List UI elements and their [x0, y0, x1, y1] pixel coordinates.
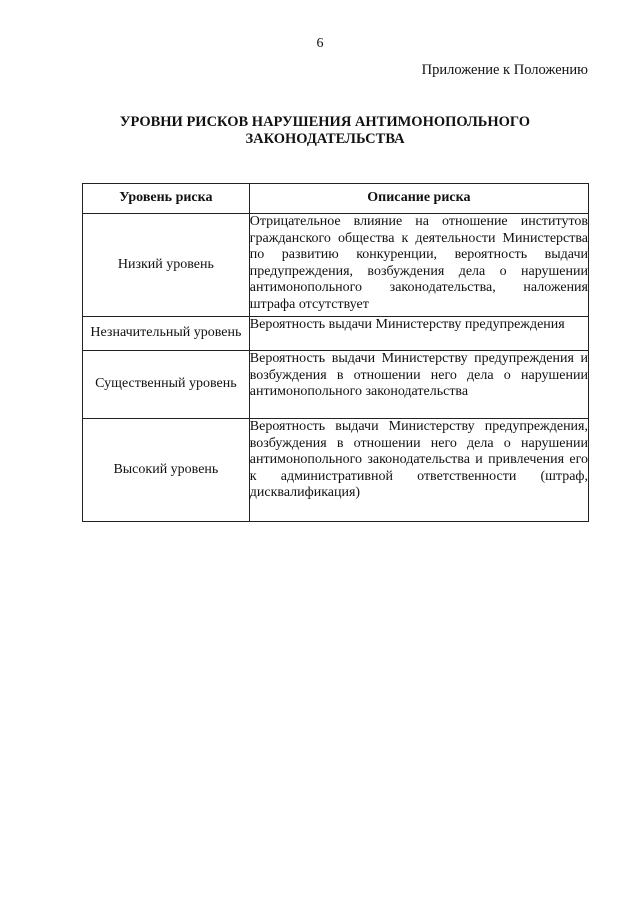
appendix-label: Приложение к Положению: [421, 62, 588, 78]
document-title: [90, 114, 560, 148]
risk-description-cell: Вероятность выдачи Министерству предупреждения и возбуждения в отношении него дела о нарушении антимонопольного законодательства: [249, 351, 588, 419]
risk-level-cell: Существенный уровень: [83, 351, 250, 419]
header-risk-level: Уровень риска: [83, 184, 250, 214]
table-row: [83, 419, 589, 522]
title-line-2: ЗАКОНОДАТЕЛЬСТВА: [245, 131, 405, 147]
table-row: [83, 317, 589, 351]
page-number: 6: [316, 36, 324, 51]
risk-level-cell: Низкий уровень: [83, 214, 250, 317]
table-header-row: [83, 184, 589, 214]
table-row: [83, 351, 589, 419]
risk-levels-table: [82, 183, 589, 522]
header-risk-description: Описание риска: [249, 184, 588, 214]
risk-description-cell: Отрицательное влияние на отношение институтов гражданского общества к деятельности Министерства по развитию конкуренции, вероятность выдачи предупреждения, возбуждения дела о нарушении антимонопольного законодательства, наложения штрафа отсутствует: [249, 214, 588, 317]
risk-description-cell: Вероятность выдачи Министерству предупреждения: [249, 317, 588, 351]
table-row: [83, 214, 589, 317]
title-line-1: УРОВНИ РИСКОВ НАРУШЕНИЯ АНТИМОНОПОЛЬНОГО: [119, 114, 531, 130]
risk-description-cell: Вероятность выдачи Министерству предупреждения, возбуждения в отношении него дела о нарушении антимонопольного законодательства и привлечения его к административной ответственности (штраф, дисквалификация): [249, 419, 588, 522]
risk-level-cell: Высокий уровень: [83, 419, 250, 522]
risk-level-cell: Незначительный уровень: [83, 317, 250, 351]
